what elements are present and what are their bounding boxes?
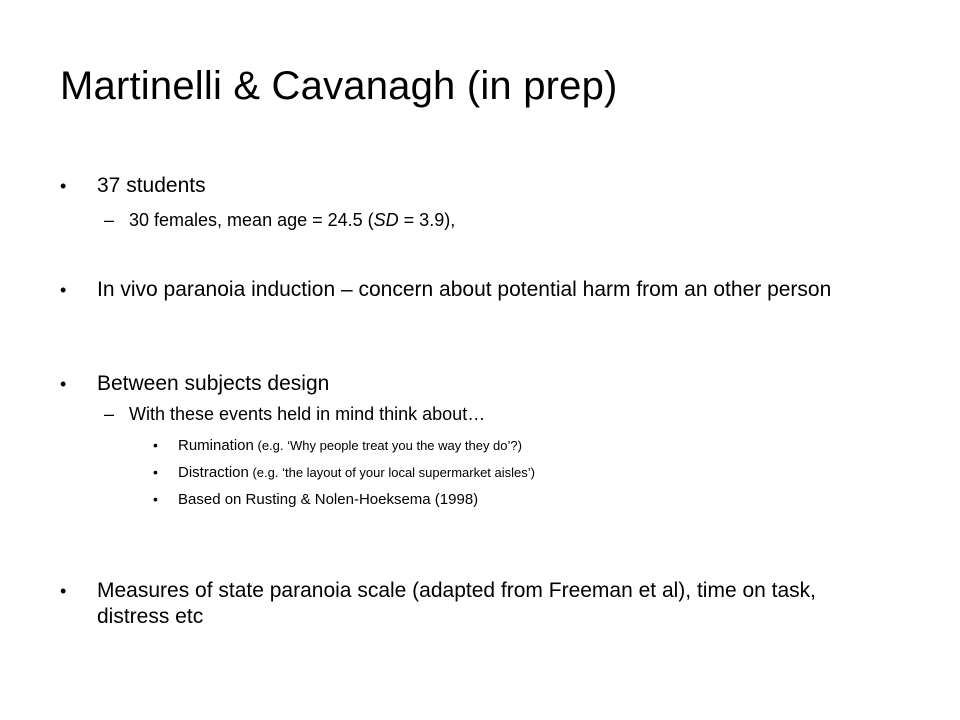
sub-sub-bullet-reference — [153, 490, 898, 509]
bullet-marker — [60, 578, 97, 604]
bullet-marker — [60, 277, 97, 303]
demographics-text-start: 30 females, mean age = 24.5 ( — [129, 210, 374, 230]
bullet-design — [60, 371, 887, 397]
sub-bullet-text: With these events held in mind think about… — [129, 404, 486, 424]
bullet-marker — [153, 490, 178, 509]
sub-sub-bullet-distraction — [153, 463, 898, 482]
bullet-marker — [153, 463, 178, 482]
bullet-text: Between subjects design — [97, 372, 330, 395]
condition-name: Rumination — [178, 437, 254, 454]
sub-bullet-demographics — [104, 209, 889, 231]
bullet-induction — [60, 277, 887, 303]
bullet-text: Measures of state paranoia scale (adapted from Freeman et al), time on task, distress etc — [97, 579, 817, 628]
dash-marker: – — [104, 404, 115, 424]
reference-citation: Based on Rusting & Nolen-Hoeksema (1998) — [178, 491, 479, 508]
bullet-text: 37 students — [97, 174, 206, 197]
bullet-students — [60, 173, 887, 199]
rumination-text — [178, 436, 898, 455]
distraction-text — [178, 463, 898, 482]
condition-name: Distraction — [178, 464, 249, 481]
condition-example: (e.g. ‘the layout of your local supermarket aisles’) — [248, 465, 535, 480]
condition-example: (e.g. ‘Why people treat you the way they do’?) — [253, 438, 522, 453]
reference-text — [178, 490, 898, 509]
slide-title: Martinelli & Cavanagh (in prep) — [60, 64, 618, 108]
bullet-marker — [60, 173, 97, 199]
sd-italic: SD — [373, 210, 399, 230]
sub-sub-bullet-rumination — [153, 436, 898, 455]
bullet-measures — [60, 578, 887, 630]
dash-marker: – — [104, 210, 115, 230]
bullet-text: In vivo paranoia induction – concern about potential harm from an other person — [97, 278, 832, 301]
sub-bullet-instructions — [104, 403, 889, 425]
bullet-marker — [60, 371, 97, 397]
sub-bullet-text — [129, 209, 889, 231]
bullet-marker — [153, 436, 178, 455]
demographics-text-end: = 3.9), — [398, 210, 456, 230]
